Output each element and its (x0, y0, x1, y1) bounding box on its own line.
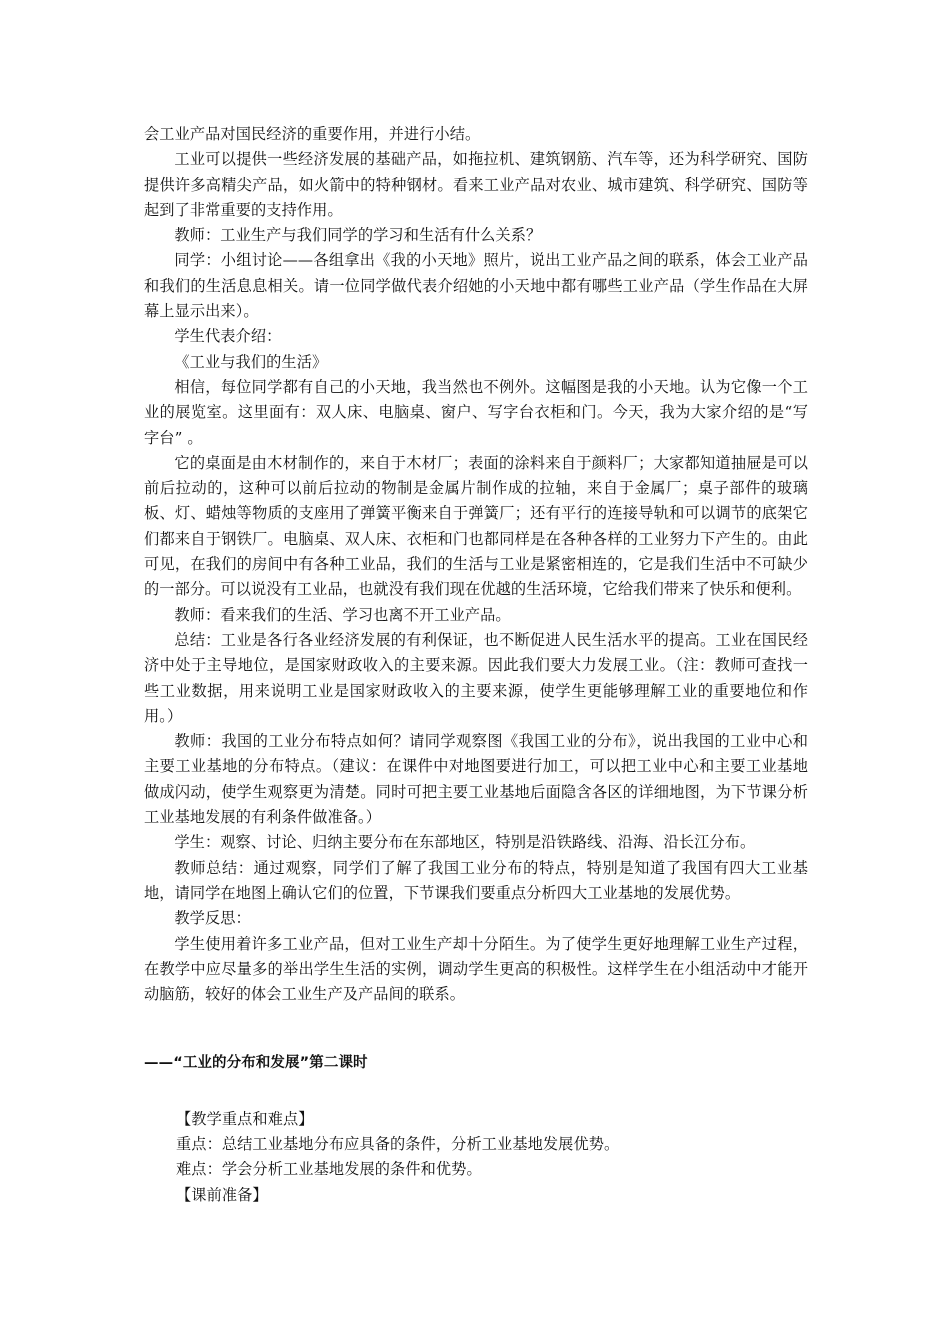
paragraph: 教学反思： (174, 909, 251, 928)
paragraph: 它的桌面是由木材制作的，来自于木材厂；表面的涂料来自于颜料厂；大家都知道抽屉是可以前后拉动的，这种可以前后拉动的物制是金属片制作成的拉轴，来自于金属厂；桌子部件的玻璃板、灯、蜡烛等物质的支座用了弹簧平衡来自于弹簧厂；还有平行的连接导轨和可以调节的底架它们都来自于钢铁厂。电脑桌、双人床、衣柜和门也都同样是在各种各样的工业努力下产生的。由此可见，在我们的房间中有各种工业品，我们的生活与工业是紧密相连的，它是我们生活中不可缺少的一部分。可以说没有工业品，也就没有我们现在优越的生活环境，它给我们带来了快乐和便利。 (144, 453, 808, 599)
paragraph: 工业可以提供一些经济发展的基础产品，如拖拉机、建筑钢筋、汽车等，还为科学研究、国防提供许多高精尖产品，如火箭中的特种钢材。看来工业产品对农业、城市建筑、科学研究、国防等起到了非常重要的支持作用。 (144, 150, 808, 219)
paragraph: 会工业产品对国民经济的重要作用，并进行小结。 (144, 125, 481, 143)
section-title: ——“工业的分布和发展”第二课时 (144, 1055, 368, 1072)
paragraph: 总结：工业是各行各业经济发展的有利保证，也不断促进人民生活水平的提高。工业在国民经济中处于主导地位，是国家财政收入的主要来源。因此我们要大力发展工业。（注：教师可查找一些工业数据，用来说明工业是国家财政收入的主要来源，使学生更能够理解工业的重要地位和作用。） (144, 630, 808, 725)
paragraph: 教师：工业生产与我们同学的学习和生活有什么关系？ (174, 226, 542, 245)
paragraph: 教师：我国的工业分布特点如何？请同学观察图《我国工业的分布》，说出我国的工业中心和主要工业基地的分布特点。（建议：在课件中对地图要进行加工，可以把工业中心和主要工业基地做成闪动，使学生观察更为清楚。同时可把主要工业基地后面隐含各区的详细地图，为下节课分析工业基地发展的有利条件做准备。） (144, 732, 808, 827)
section-heading: 【课前准备】 (176, 1185, 268, 1204)
paragraph: 教师：看来我们的生活、学习也离不开工业产品。 (174, 605, 511, 624)
paragraph: 同学：小组讨论——各组拿出《我的小天地》照片，说出工业产品之间的联系，体会工业产品和我们的生活息息相关。请一位同学做代表介绍她的小天地中都有哪些工业产品（学生作品在大屏幕上显示出来）。 (144, 251, 808, 321)
paragraph: 《工业与我们的生活》 (174, 352, 328, 371)
document-body (144, 122, 808, 1208)
focus-line: 重点：总结工业基地分布应具备的条件，分析工业基地发展优势。 (176, 1134, 620, 1153)
paragraph: 学生使用着许多工业产品，但对工业生产却十分陌生。为了使学生更好地理解工业生产过程，在教学中应尽量多的举出学生生活的实例，调动学生更高的积极性。这样学生在小组活动中才能开动脑筋，较好的体会工业生产及产品间的联系。 (144, 934, 808, 1004)
paragraph: 学生代表介绍： (174, 327, 282, 346)
paragraph: 教师总结：通过观察，同学们了解了我国工业分布的特点，特别是知道了我国有四大工业基地，请同学在地图上确认它们的位置，下节课我们要重点分析四大工业基地的发展优势。 (144, 858, 808, 902)
paragraph: 学生：观察、讨论、归纳主要分布在东部地区，特别是沿铁路线、沿海、沿长江分布。 (174, 833, 756, 852)
difficulty-line: 难点：学会分析工业基地发展的条件和优势。 (176, 1160, 482, 1179)
paragraph: 相信，每位同学都有自己的小天地，我当然也不例外。这幅图是我的小天地。认为它像一个工业的展览室。这里面有：双人床、电脑桌、窗户、写字台衣柜和门。今天，我为大家介绍的是“写字台” 。 (144, 377, 808, 447)
section-heading: 【教学重点和难点】 (176, 1109, 314, 1128)
